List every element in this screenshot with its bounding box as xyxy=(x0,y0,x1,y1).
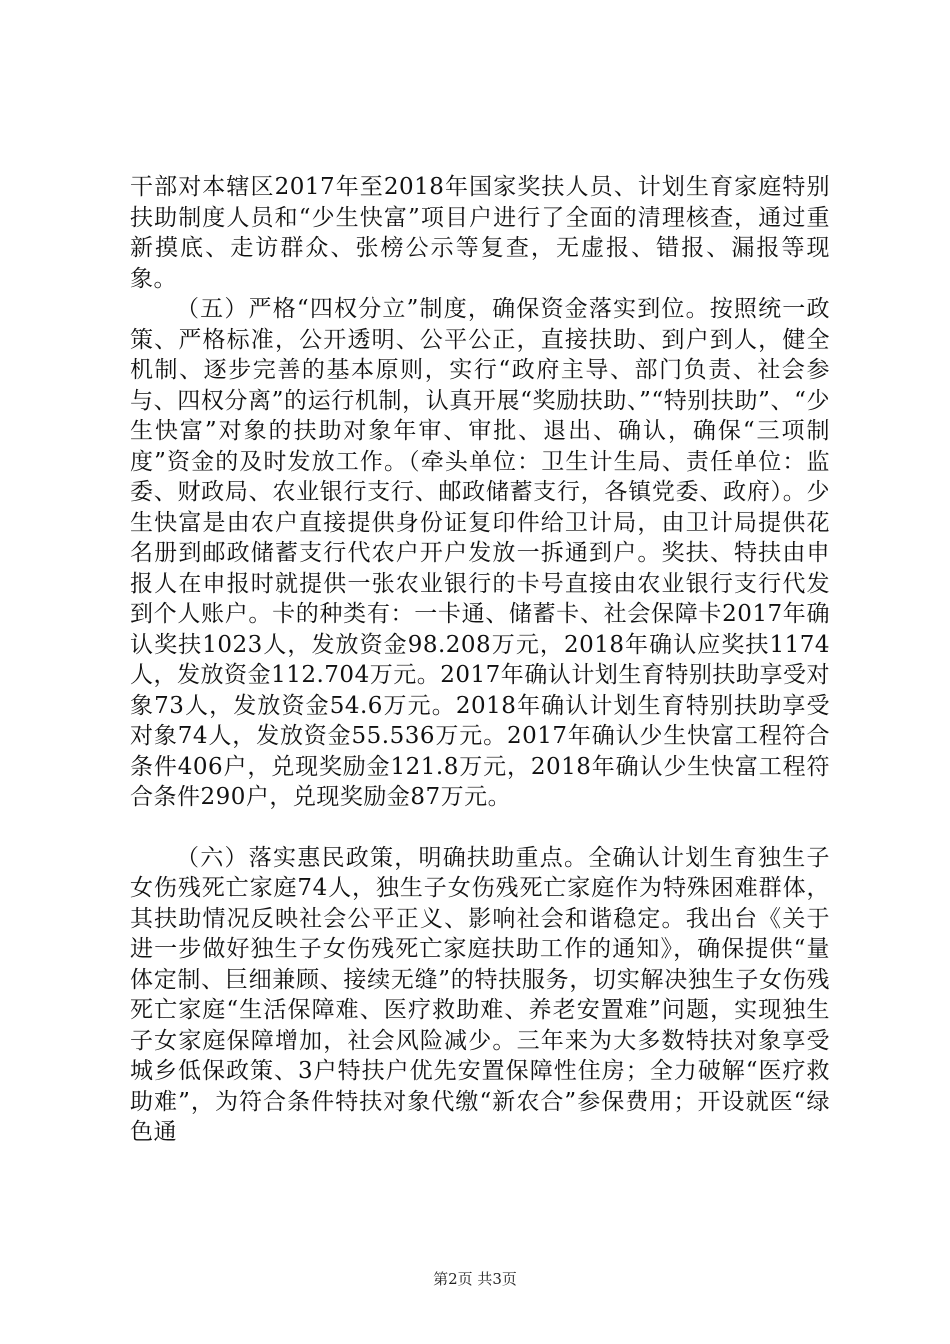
paragraph-section-five: （五）严格“四权分立”制度，确保资金落实到位。按照统一政策、严格标准，公开透明、公平公正，直接扶助、到户到人，健全机制、逐步完善的基本原则，实行“政府主导、部门负责、社会参与、四权分离”的运行机制，认真开展“奖励扶助、”“特别扶助”、“少生快富”对象的扶助对象年审、审批、退出、确认，确保“三项制度”资金的及时发放工作。（牵头单位：卫生计生局、责任单位：监委、财政局、农业银行支行、邮政储蓄支行，各镇党委、政府）。少生快富是由农户直接提供身份证复印件给卫计局，由卫计局提供花名册到邮政储蓄支行代农户开户发放一拆通到户。奖扶、特扶由申报人在申报时就提供一张农业银行的卡号直接由农业银行支行代发到个人账户。卡的种类有：一卡通、储蓄卡、社会保障卡2017年确认奖扶1023人，发放资金98.208万元，2018年确认应奖扶1174人，发放资金112.704万元。2017年确认计划生育特别扶助享受对象73人，发放资金54.6万元。2018年确认计划生育特别扶助享受对象74人，发放资金55.536万元。2017年确认少生快富工程符合条件406户，兑现奖励金121.8万元，2018年确认少生快富工程符合条件290户，兑现奖励金87万元。 xyxy=(130,296,830,810)
paragraph-section-six: （六）落实惠民政策，明确扶助重点。全确认计划生育独生子女伤残死亡家庭74人，独生子女伤残死亡家庭作为特殊困难群体，其扶助情况反映社会公平正义、影响社会和谐稳定。我出台《关于进一步做好独生子女伤残死亡家庭扶助工作的通知》，确保提供“量体定制、巨细兼顾、接续无缝”的特扶服务，切实解决独生子女伤残死亡家庭“生活保障难、医疗救助难、养老安置难”问题，实现独生子女家庭保障增加，社会风险减少。三年来为大多数特扶对象享受城乡低保政策、3户特扶户优先安置保障性住房；全力破解“医疗救助难”，为符合条件特扶对象代缴“新农合”参保费用；开设就医“绿色通 xyxy=(130,844,830,1145)
document-body xyxy=(130,172,830,1148)
paragraph-continuation: 干部对本辖区2017年至2018年国家奖扶人员、计划生育家庭特别扶助制度人员和“少生快富”项目户进行了全面的清理核查，通过重新摸底、走访群众、张榜公示等复查，无虚报、错报、漏报等现象。 xyxy=(130,174,830,292)
paragraph-spacer xyxy=(130,813,830,843)
page-footer: 第2页 共3页 xyxy=(433,1270,517,1288)
